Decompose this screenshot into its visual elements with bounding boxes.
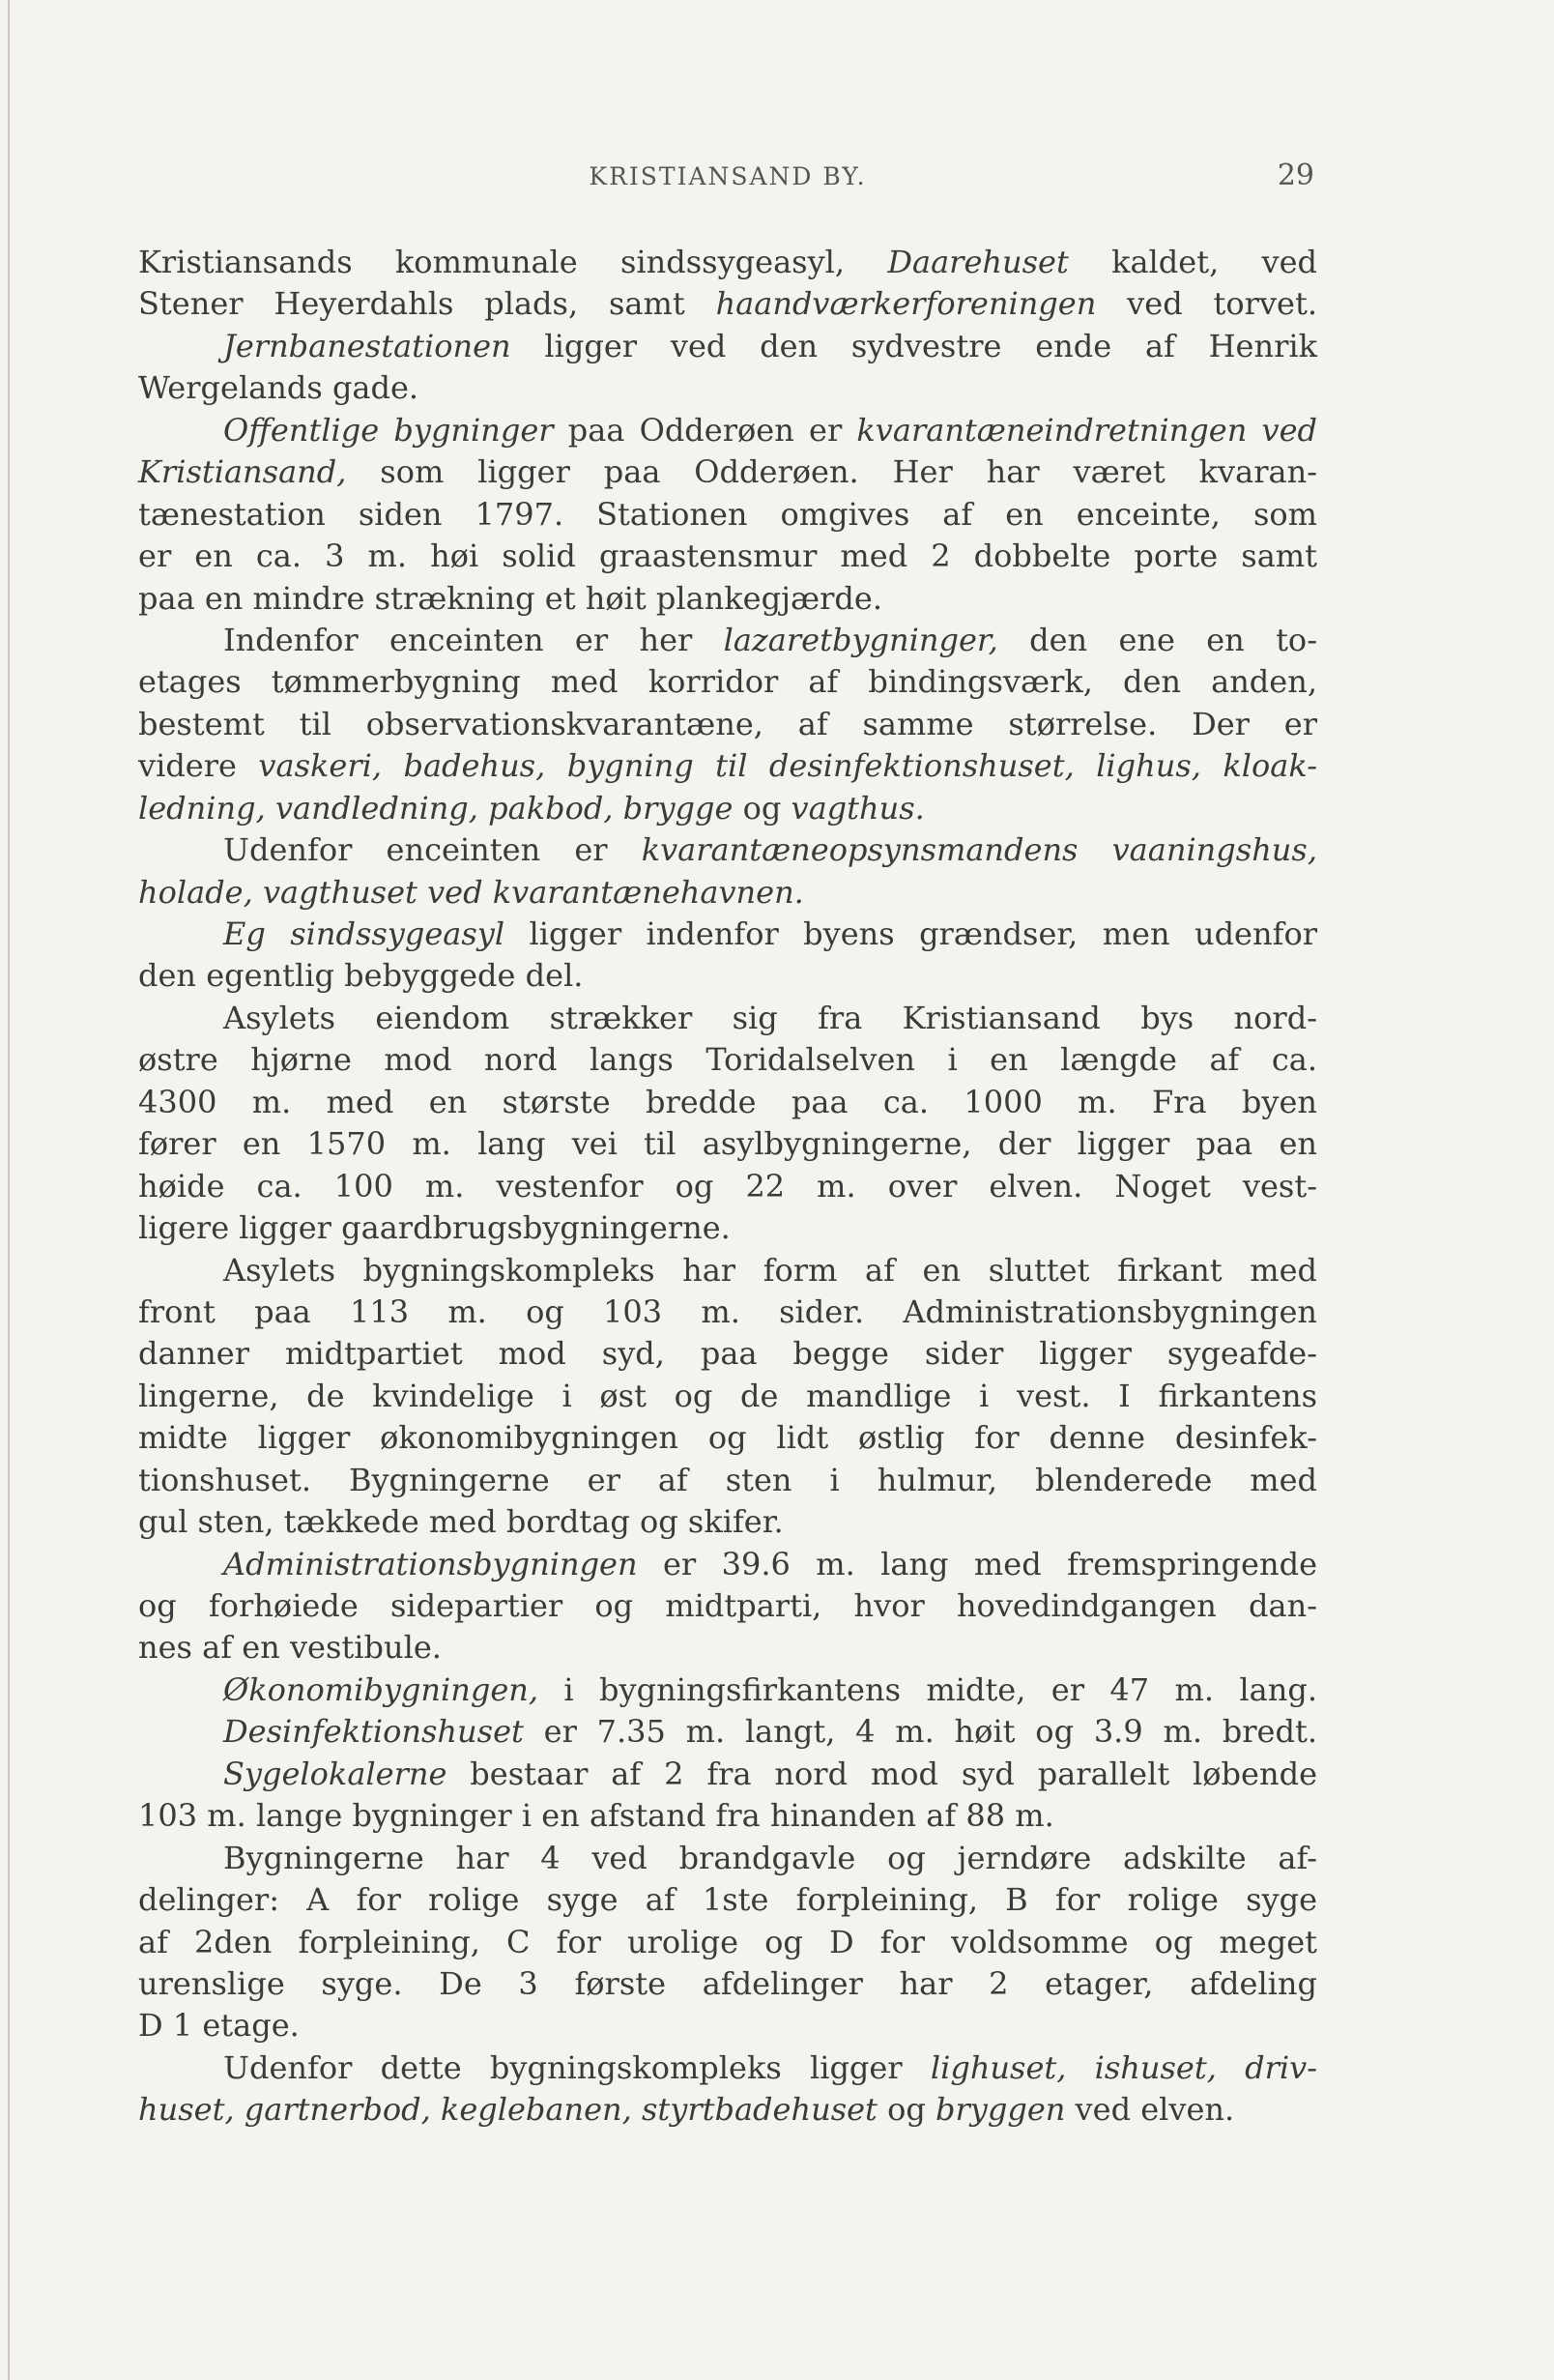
italic-term: vagthus.: [791, 789, 925, 827]
text-segment: i bygningsfirkantens midte, er 47 m. lang.: [538, 1670, 1317, 1708]
text-segment: er 7.35 m. langt, 4 m. høit og 3.9 m. bredt.: [523, 1713, 1317, 1751]
text-segment: Kristiansands kommunale sindssygeasyl,: [138, 244, 888, 280]
text-line: [138, 242, 1317, 283]
text-line: [138, 914, 1317, 955]
text-segment: 103 m. lange bygninger i en afstand fra hinanden af 88 m.: [138, 1797, 1054, 1835]
italic-term: Sygelokalerne: [223, 1755, 447, 1792]
text-segment: og forhøiede sidepartier og midtparti, hvor hovedindgangen dan-: [138, 1587, 1317, 1624]
text-segment: danner midtpartiet mod syd, paa begge sider ligger sygeafde-: [138, 1335, 1317, 1373]
text-line: [138, 1250, 1317, 1292]
text-line: [138, 1333, 1317, 1375]
text-line: [138, 998, 1317, 1039]
italic-term: lazaretbygninger,: [723, 621, 998, 658]
text-segment: ved elven.: [1065, 2091, 1235, 2129]
text-segment: paa Odderøen er: [553, 411, 857, 449]
text-line: [138, 1754, 1317, 1795]
text-line: [138, 494, 1317, 536]
page-number: 29: [1277, 159, 1314, 192]
text-segment: som ligger paa Odderøen. Her har været kvaran-: [346, 453, 1317, 491]
text-line: [138, 1544, 1317, 1585]
text-segment: Udenfor enceinten er: [223, 831, 642, 869]
text-segment: D 1 etage.: [138, 2007, 300, 2045]
body-text: [138, 242, 1317, 2132]
text-segment: Asylets eiendom strækker sig fra Kristiansand bys nord-: [223, 999, 1317, 1036]
text-line: [138, 1460, 1317, 1501]
italic-term: holade, vagthuset ved kvarantænehavnen.: [138, 873, 804, 911]
text-line: [138, 1376, 1317, 1417]
text-segment: ligger indenfor byens grændser, men udenfor: [504, 915, 1318, 952]
italic-term: Daarehuset: [887, 244, 1069, 280]
italic-term: Kristiansand,: [138, 453, 347, 491]
text-segment: af 2den forpleining, C for urolige og D for voldsomme og meget: [138, 1923, 1317, 1960]
text-segment: videre: [138, 747, 259, 785]
text-line: [138, 620, 1317, 661]
italic-term: kvarantæneindretningen ved: [856, 411, 1317, 449]
text-segment: og: [877, 2091, 935, 2129]
text-line: [138, 1039, 1317, 1081]
text-line: [138, 2047, 1317, 2089]
text-line: [138, 1166, 1317, 1207]
text-segment: nes af en vestibule.: [138, 1629, 442, 1667]
text-segment: midte ligger økonomibygningen og lidt østlig for denne desinfek-: [138, 1419, 1317, 1457]
text-line: [138, 661, 1317, 703]
text-line: [138, 1417, 1317, 1459]
italic-term: bryggen: [935, 2091, 1066, 2129]
text-segment: Bygningerne har 4 ved brandgavle og jerndøre adskilte af-: [223, 1839, 1317, 1876]
text-line: [138, 326, 1317, 367]
page-header: [141, 159, 1314, 201]
text-line: [138, 955, 1317, 997]
italic-term: Eg sindssygeasyl: [223, 915, 505, 952]
text-segment: etages tømmerbygning med korridor af bindingsværk, den anden,: [138, 663, 1317, 701]
italic-term: ledning, vandledning, pakbod, brygge: [138, 789, 734, 827]
text-line: [138, 367, 1317, 409]
italic-term: Økonomibygningen,: [223, 1670, 539, 1708]
italic-term: Offentlige bygninger: [223, 411, 554, 449]
text-line: [138, 788, 1317, 829]
text-line: [138, 1795, 1317, 1837]
text-segment: front paa 113 m. og 103 m. sider. Administrationsbygningen: [138, 1292, 1317, 1330]
text-segment: den ene en to-: [997, 621, 1318, 658]
italic-term: huset, gartnerbod, keglebanen, styrtbadehuset: [138, 2091, 878, 2129]
text-segment: lingerne, de kvindelige i øst og de mandlige i vest. I firkantens: [138, 1377, 1317, 1414]
running-title: KRISTIANSAND BY.: [589, 162, 867, 190]
text-line: [138, 704, 1317, 745]
scan-edge-line: [8, 0, 10, 2380]
text-line: [138, 1669, 1317, 1711]
text-line: [138, 1922, 1317, 1963]
text-segment: den egentlig bebyggede del.: [138, 957, 584, 995]
text-line: [138, 1627, 1317, 1669]
text-segment: Udenfor dette bygningskompleks ligger: [223, 2048, 931, 2086]
text-line: [138, 1711, 1317, 1753]
text-segment: tænestation siden 1797. Stationen omgives af en enceinte, som: [138, 495, 1317, 533]
text-segment: Wergelands gade.: [138, 369, 419, 407]
text-segment: østre hjørne mod nord langs Toridalselven i en længde af ca.: [138, 1041, 1317, 1079]
italic-term: Jernbanestationen: [223, 327, 511, 364]
text-line: [138, 1838, 1317, 1879]
text-line: [138, 745, 1317, 787]
text-line: [138, 451, 1317, 493]
text-line: [138, 1207, 1317, 1249]
text-line: [138, 2089, 1317, 2131]
text-segment: urenslige syge. De 3 første afdelinger har 2 etager, afdeling: [138, 1964, 1317, 2002]
text-line: [138, 1123, 1317, 1165]
text-segment: og: [733, 789, 791, 827]
text-segment: bestemt til observationskvarantæne, af samme størrelse. Der er: [138, 705, 1317, 742]
text-segment: Asylets bygningskompleks har form af en sluttet firkant med: [223, 1251, 1317, 1289]
italic-term: Administrationsbygningen: [223, 1545, 638, 1582]
text-line: [138, 829, 1317, 871]
text-segment: ligger ved den sydvestre ende af Henrik: [510, 327, 1317, 364]
text-segment: fører en 1570 m. lang vei til asylbygningerne, der ligger paa en: [138, 1125, 1317, 1163]
text-segment: 4300 m. med en største bredde paa ca. 1000 m. Fra byen: [138, 1083, 1317, 1120]
italic-term: vaskeri, badehus, bygning til desinfektionshuset, lighus, kloak-: [258, 747, 1318, 785]
text-line: [138, 1879, 1317, 1921]
text-line: [138, 1963, 1317, 2005]
text-segment: Stener Heyerdahls plads, samt: [138, 285, 716, 323]
text-line: [138, 536, 1317, 577]
italic-term: lighuset, ishuset, driv-: [930, 2048, 1318, 2086]
text-segment: bestaar af 2 fra nord mod syd parallelt løbende: [446, 1755, 1317, 1792]
text-segment: Indenfor enceinten er her: [223, 621, 724, 658]
text-segment: er 39.6 m. lang med fremspringende: [637, 1545, 1317, 1582]
text-segment: ligere ligger gaardbrugsbygningerne.: [138, 1209, 731, 1247]
italic-term: kvarantæneopsynsmandens vaaningshus,: [641, 831, 1318, 869]
text-line: [138, 283, 1317, 325]
text-line: [138, 578, 1317, 620]
text-segment: tionshuset. Bygningerne er af sten i hulmur, blenderede med: [138, 1461, 1317, 1498]
text-segment: gul sten, tækkede med bordtag og skifer.: [138, 1503, 784, 1541]
text-line: [138, 2005, 1317, 2046]
text-line: [138, 1585, 1317, 1627]
text-line: [138, 410, 1317, 451]
text-segment: er en ca. 3 m. høi solid graastensmur med 2 dobbelte porte samt: [138, 537, 1317, 575]
text-segment: paa en mindre strækning et høit plankegjærde.: [138, 579, 882, 617]
text-segment: kaldet, ved: [1068, 244, 1318, 280]
text-segment: delinger: A for rolige syge af 1ste forpleining, B for rolige syge: [138, 1881, 1317, 1919]
text-line: [138, 1082, 1317, 1123]
italic-term: Desinfektionshuset: [223, 1713, 524, 1751]
italic-term: haandværkerforeningen: [715, 285, 1097, 323]
text-line: [138, 872, 1317, 914]
text-segment: høide ca. 100 m. vestenfor og 22 m. over elven. Noget vest-: [138, 1167, 1317, 1205]
text-segment: ved torvet.: [1096, 285, 1318, 323]
text-line: [138, 1501, 1317, 1543]
text-line: [138, 1292, 1317, 1333]
